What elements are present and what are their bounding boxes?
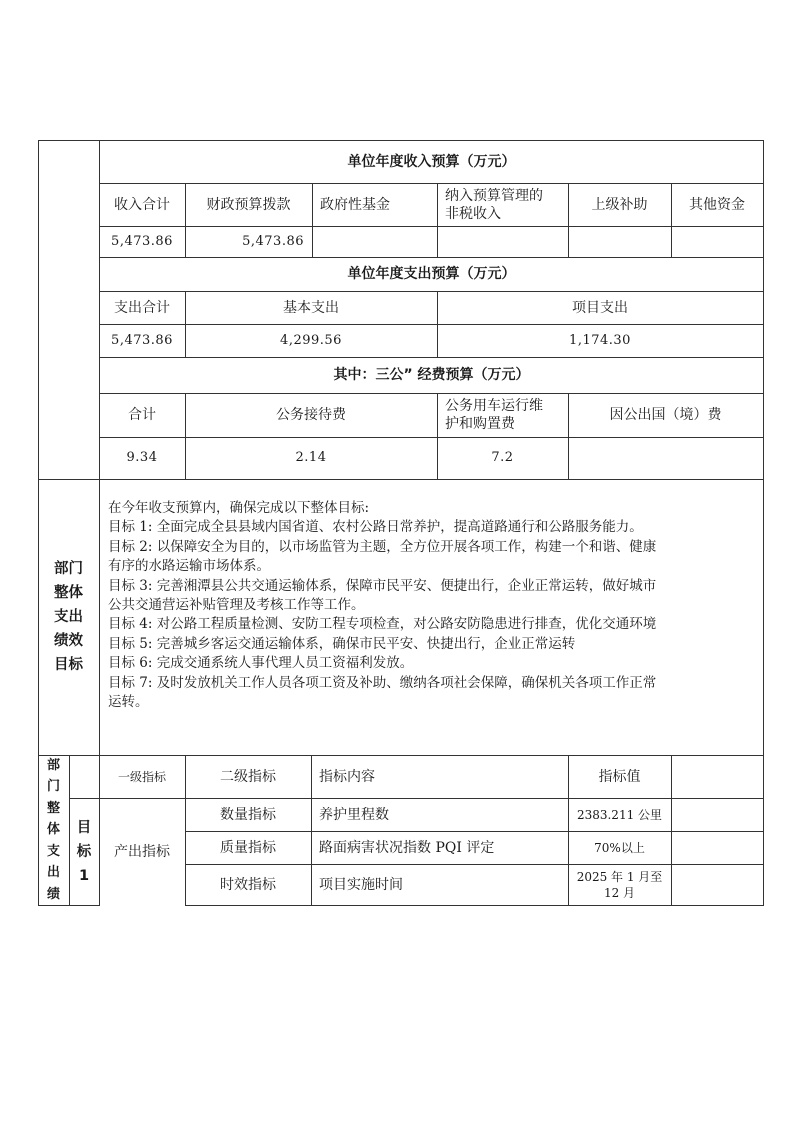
indicator-header-extra (671, 755, 763, 798)
indicator-row-2-level2: 质量指标 (220, 839, 276, 856)
indicator-row-1-level2: 数量指标 (220, 806, 276, 823)
income-header-nontax (437, 183, 568, 226)
income-value-other-funds (671, 226, 763, 257)
income-budget-title: 单位年度收入预算（万元） (347, 153, 516, 170)
performance-goals-label (38, 479, 99, 755)
table-border-right (763, 140, 764, 906)
goal-label-char: 标 (76, 843, 92, 860)
three-public-budget-title: 其中：三公” 经费预算（万元） (333, 367, 530, 383)
divider (99, 479, 100, 755)
expense-value-project: 1,174.30 (569, 332, 631, 348)
income-header-other-funds: 其他资金 (689, 196, 745, 213)
three-public-value-total: 9.34 (126, 450, 158, 465)
side-label-char: 出 (46, 865, 60, 881)
side-label-char: 部 (46, 757, 60, 773)
three-public-header-total: 合计 (128, 407, 156, 423)
three-public-value-reception: 2.14 (295, 450, 327, 465)
indicator-row-3-value (568, 864, 671, 905)
indicator-row-3-level2: 时效指标 (220, 876, 276, 893)
indicator-row-2-value: 70%以上 (594, 840, 645, 855)
goal-line: 公共交通营运补贴管理及考核工作等工作。 (108, 597, 365, 614)
income-header-fiscal: 财政预算拨款 (206, 196, 291, 213)
income-header-gov-fund: 政府性基金 (320, 196, 390, 213)
goal-line: 运转。 (108, 694, 149, 711)
indicator-level1-output: 产出指标 (114, 843, 170, 860)
goal-line: 目标 2: 以保障安全为目的，以市场监管为主题，全方位开展各项工作，构建一个和谐、健康 (108, 538, 657, 555)
goal-line: 目标 4: 对公路工程质量检测、安防工程专项检查，对公路安防隐患进行排查，优化交通环境 (108, 616, 657, 633)
side-label-char: 绩 (46, 886, 60, 902)
indicator-header-level1: 一级指标 (117, 769, 166, 784)
performance-goals-label-line: 目标 (54, 657, 83, 673)
goal-line: 目标 7: 及时发放机关工作人员各项工资及补助、缴纳各项社会保障，确保机关各项工作正常 (108, 674, 657, 691)
expense-value-total: 5,473.86 (111, 332, 173, 348)
three-public-header-reception: 公务接待费 (276, 407, 346, 423)
indicator-row-3-extra (671, 864, 763, 905)
goal-line: 目标 3: 完善湘潭县公共交通运输体系，保障市民平安、便捷出行，企业正常运转，做好城市 (108, 577, 657, 594)
goal-line: 在今年收支预算内，确保完成以下整体目标: (108, 500, 370, 516)
goal-line: 目标 6: 完成交通系统人事代理人员工资福利发放。 (108, 655, 414, 672)
indicator-row-3-value-line1: 2025 年 1 月至 (576, 869, 663, 884)
three-public-value-abroad (568, 437, 763, 479)
indicator-header-content: 指标内容 (319, 768, 375, 785)
three-public-header-abroad: 因公出国（境）费 (609, 407, 722, 423)
goal-label-char: 1 (78, 867, 90, 884)
performance-goals-text (108, 499, 758, 712)
table-border-bottom (185, 905, 764, 906)
side-label-char: 整 (46, 800, 60, 816)
indicator-row-2-content: 路面病害状况指数 PQI 评定 (319, 839, 495, 856)
divider (38, 479, 764, 480)
three-public-value-vehicle: 7.2 (491, 450, 514, 465)
side-label-char: 门 (46, 779, 60, 795)
income-value-superior-subsidy (568, 226, 671, 257)
three-public-header-vehicle-line1: 公务用车运行维 (445, 398, 543, 414)
income-header-nontax-line1: 纳入预算管理的 (445, 187, 543, 204)
three-public-header-vehicle-line2: 护和购置费 (445, 416, 515, 432)
expense-header-project: 项目支出 (572, 299, 628, 316)
income-value-total: 5,473.86 (111, 233, 173, 249)
indicator-row-3-value-line2: 12 月 (603, 885, 636, 900)
side-label-char: 支 (46, 843, 60, 859)
income-header-superior-subsidy: 上级补助 (591, 196, 648, 213)
income-header-nontax-line2: 非税收入 (445, 205, 501, 222)
performance-goals-label-line: 整体 (54, 585, 83, 601)
expense-value-basic: 4,299.56 (280, 332, 342, 348)
income-value-gov-fund (312, 226, 437, 257)
goal-line: 目标 5: 完善城乡客运交通运输体系，确保市民平安、快捷出行，企业正常运转 (108, 635, 576, 652)
indicator-row-1-value: 2383.211 公里 (576, 807, 663, 822)
goal-label-char: 目 (76, 819, 92, 836)
expense-header-total: 支出合计 (114, 299, 170, 316)
income-value-fiscal: 5,473.86 (242, 233, 304, 249)
indicators-side-label (38, 755, 69, 905)
three-public-header-vehicle (437, 393, 568, 437)
indicator-row-1-content: 养护里程数 (319, 806, 389, 823)
goal-line: 目标 1: 全面完成全县县域内国省道、农村公路日常养护，提高道路通行和公路服务能力。 (108, 519, 643, 536)
performance-goals-label-line: 支出 (54, 609, 83, 625)
indicator-header-level2: 二级指标 (220, 768, 276, 785)
income-value-nontax (437, 226, 568, 257)
performance-goals-label-line: 绩效 (54, 633, 83, 649)
indicator-row-2-extra (671, 831, 763, 864)
goal-1-label (69, 798, 99, 905)
indicator-row-3-content: 项目实施时间 (319, 876, 403, 893)
indicator-header-value: 指标值 (598, 768, 641, 785)
expense-budget-title: 单位年度支出预算（万元） (347, 266, 516, 282)
performance-goals-label-line: 部门 (54, 561, 83, 577)
goal-line: 有序的水路运输市场体系。 (108, 558, 270, 575)
side-label-char: 体 (46, 822, 60, 838)
income-header-total: 收入合计 (114, 196, 170, 213)
indicator-row-1-extra (671, 798, 763, 831)
expense-header-basic: 基本支出 (283, 299, 339, 316)
